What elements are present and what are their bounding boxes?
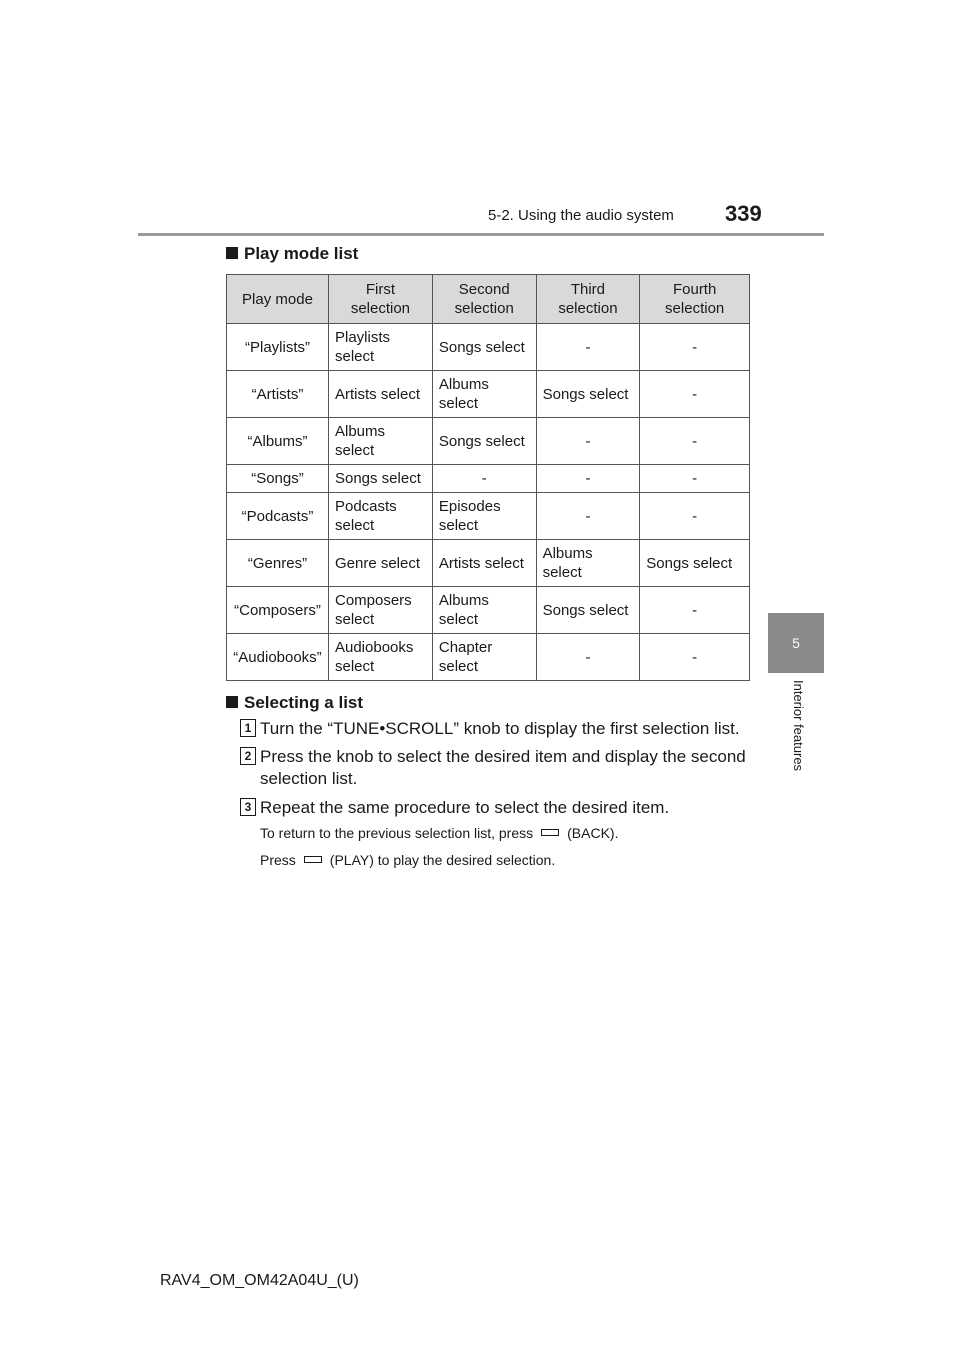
section-title: 5-2. Using the audio system bbox=[488, 207, 674, 224]
column-header: Third selection bbox=[536, 275, 640, 324]
step-text: Turn the “TUNE•SCROLL” knob to display the first selection list. bbox=[260, 719, 740, 738]
table-row bbox=[227, 634, 750, 681]
play-mode-heading-text: Play mode list bbox=[244, 244, 359, 263]
table-cell: Songs select bbox=[432, 418, 536, 465]
back-button-icon bbox=[541, 829, 559, 836]
table-row bbox=[227, 418, 750, 465]
chapter-tab bbox=[768, 613, 824, 673]
table-cell: Songs select bbox=[536, 587, 640, 634]
table-row bbox=[227, 540, 750, 587]
table-cell: “Composers” bbox=[227, 587, 329, 634]
note-play bbox=[260, 852, 555, 868]
table-cell: Albums select bbox=[328, 418, 432, 465]
step-number-box: 2 bbox=[240, 747, 256, 765]
step-number-box: 3 bbox=[240, 798, 256, 816]
table-row bbox=[227, 324, 750, 371]
play-button-icon bbox=[304, 856, 322, 863]
document-code: RAV4_OM_OM42A04U_(U) bbox=[160, 1272, 359, 1289]
play-mode-heading bbox=[226, 244, 358, 264]
table-cell: - bbox=[432, 465, 536, 493]
note-text: To return to the previous selection list, press bbox=[260, 825, 534, 841]
table-cell: “Playlists” bbox=[227, 324, 329, 371]
table-cell: “Podcasts” bbox=[227, 493, 329, 540]
square-bullet-icon bbox=[226, 247, 238, 259]
note-text: (BACK). bbox=[567, 825, 619, 841]
column-header: Fourth selection bbox=[640, 275, 750, 324]
table-cell: Episodes select bbox=[432, 493, 536, 540]
table-cell: “Genres” bbox=[227, 540, 329, 587]
table-cell: - bbox=[640, 634, 750, 681]
table-row bbox=[227, 493, 750, 540]
table-cell: Songs select bbox=[640, 540, 750, 587]
table-cell: Podcasts select bbox=[328, 493, 432, 540]
table-cell: Audiobooks select bbox=[328, 634, 432, 681]
table-cell: Playlists select bbox=[328, 324, 432, 371]
table-cell: Genre select bbox=[328, 540, 432, 587]
chapter-number: 5 bbox=[792, 635, 800, 651]
table-cell: Songs select bbox=[328, 465, 432, 493]
table-cell: - bbox=[536, 465, 640, 493]
square-bullet-icon bbox=[226, 696, 238, 708]
table-cell: - bbox=[640, 324, 750, 371]
step-text: Press the knob to select the desired item and display the second selection list. bbox=[260, 747, 746, 788]
table-cell: Artists select bbox=[432, 540, 536, 587]
header-divider bbox=[138, 233, 824, 236]
selecting-heading bbox=[226, 693, 363, 713]
column-header: Second selection bbox=[432, 275, 536, 324]
table-cell: Songs select bbox=[432, 324, 536, 371]
table-cell: “Audiobooks” bbox=[227, 634, 329, 681]
table-cell: “Songs” bbox=[227, 465, 329, 493]
table-cell: - bbox=[640, 465, 750, 493]
table-cell: Albums select bbox=[536, 540, 640, 587]
selecting-heading-text: Selecting a list bbox=[244, 693, 364, 712]
table-cell: - bbox=[640, 418, 750, 465]
table-cell: - bbox=[536, 324, 640, 371]
table-cell: - bbox=[536, 418, 640, 465]
table-row bbox=[227, 465, 750, 493]
table-cell: “Albums” bbox=[227, 418, 329, 465]
note-back bbox=[260, 825, 618, 841]
table-cell: Composers select bbox=[328, 587, 432, 634]
note-text: Press bbox=[260, 852, 296, 868]
step-text: Repeat the same procedure to select the desired item. bbox=[260, 798, 670, 817]
table-cell: Chapter select bbox=[432, 634, 536, 681]
table-cell: Albums select bbox=[432, 371, 536, 418]
table-cell: - bbox=[536, 634, 640, 681]
step-number-box: 1 bbox=[240, 719, 256, 737]
column-header: First selection bbox=[328, 275, 432, 324]
table-row bbox=[227, 587, 750, 634]
table-body bbox=[227, 324, 750, 681]
table-cell: Artists select bbox=[328, 371, 432, 418]
page-number: 339 bbox=[725, 201, 762, 226]
table-row bbox=[227, 371, 750, 418]
chapter-title: Interior features bbox=[791, 680, 806, 772]
play-mode-table bbox=[226, 274, 750, 681]
table-cell: - bbox=[640, 587, 750, 634]
table-cell: “Artists” bbox=[227, 371, 329, 418]
table-cell: Songs select bbox=[536, 371, 640, 418]
table-header-row bbox=[227, 275, 750, 324]
table-cell: - bbox=[536, 493, 640, 540]
column-header: Play mode bbox=[227, 275, 329, 324]
table-cell: Albums select bbox=[432, 587, 536, 634]
table-cell: - bbox=[640, 493, 750, 540]
note-text: (PLAY) to play the desired selection. bbox=[329, 852, 556, 868]
table-cell: - bbox=[640, 371, 750, 418]
